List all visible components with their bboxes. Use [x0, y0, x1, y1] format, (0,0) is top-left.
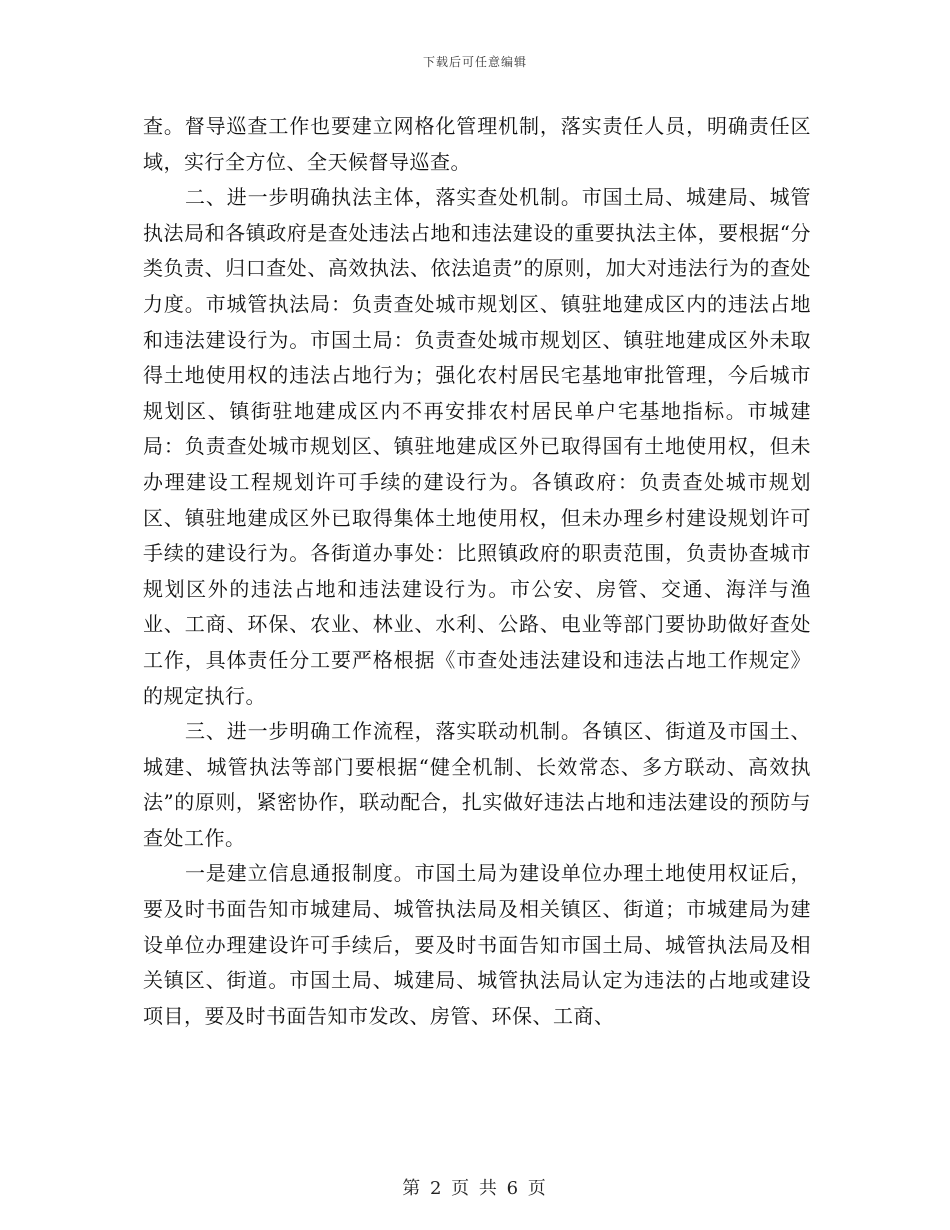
page-header: 下载后可任意编辑 [422, 55, 527, 69]
document-body [143, 109, 811, 1034]
paragraph-section-three: 三、进一步明确工作流程，落实联动机制。各镇区、街道及市国土、城建、城管执法等部门要根据“健全机制、长效常态、多方联动、高效执法”的原则，紧密协作，联动配合，扎实做好违法占地和违法建设的预防与查处工作。 [143, 719, 811, 850]
page-number: 第 2 页 共 6 页 [402, 1178, 548, 1199]
paragraph-item-one: 一是建立信息通报制度。市国土局为建设单位办理土地使用权证后，要及时书面告知市城建局、城管执法局及相关镇区、街道；市城建局为建设单位办理建设许可手续后，要及时书面告知市国土局、城管执法局及相关镇区、街道。市国土局、城建局、城管执法局认定为违法的占地或建设项目，要及时书面告知市发改、房管、环保、工商、 [143, 861, 811, 1028]
paragraph-continuation: 查。督导巡查工作也要建立网格化管理机制，落实责任人员，明确责任区域，实行全方位、全天候督导巡查。 [143, 114, 811, 174]
paragraph-section-two: 二、进一步明确执法主体，落实查处机制。市国土局、城建局、城管执法局和各镇政府是查处违法占地和违法建设的重要执法主体，要根据“分类负责、归口查处、高效执法、依法追责”的原则，加大对违法行为的查处力度。市城管执法局：负责查处城市规划区、镇驻地建成区内的违法占地和违法建设行为。市国土局：负责查处城市规划区、镇驻地建成区外未取得土地使用权的违法占地行为；强化农村居民宅基地审批管理，今后城市规划区、镇街驻地建成区内不再安排农村居民单户宅基地指标。市城建局：负责查处城市规划区、镇驻地建成区外已取得国有土地使用权，但未办理建设工程规划许可手续的建设行为。各镇政府：负责查处城市规划区、镇驻地建成区外已取得集体土地使用权，但未办理乡村建设规划许可手续的建设行为。各街道办事处：比照镇政府的职责范围，负责协查城市规划区外的违法占地和违法建设行为。市公安、房管、交通、海洋与渔业、工商、环保、农业、林业、水利、公路、电业等部门要协助做好查处工作，具体责任分工要严格根据《市查处违法建设和违法占地工作规定》的规定执行。 [143, 185, 811, 708]
